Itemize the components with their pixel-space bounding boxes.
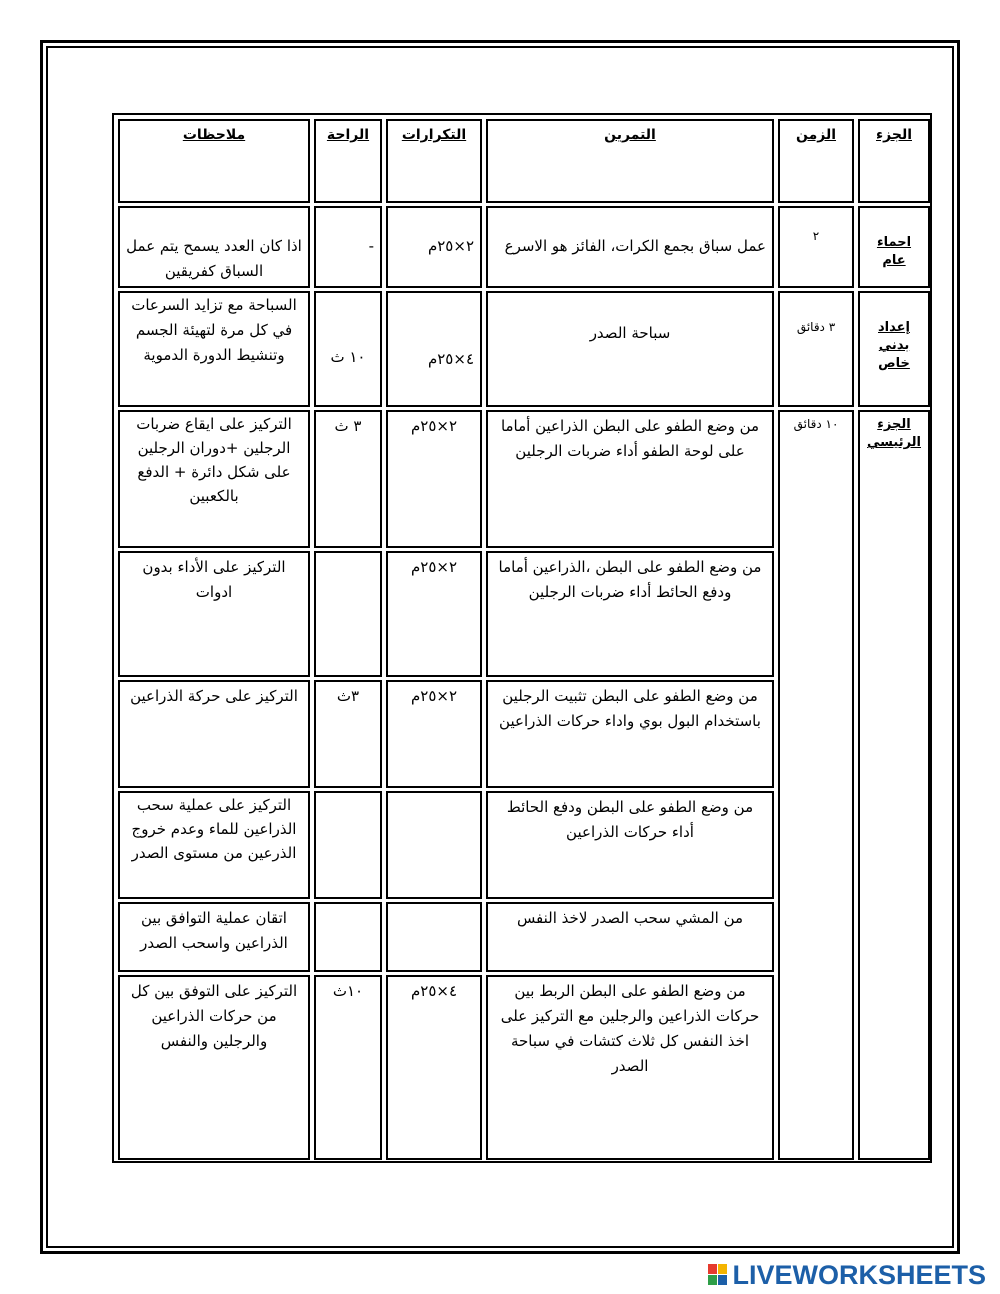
notes-cell: اذا كان العدد يسمح يتم عمل السباق كفريقين [118,206,310,288]
header-reps: التكرارات [386,119,482,203]
reps-cell: ٢×٢٥م [386,680,482,788]
rest-cell [314,551,382,677]
exercise-cell: من المشي سحب الصدر لاخذ النفس [486,902,774,972]
part-prep: إعداد بدني خاص [858,291,930,407]
notes-cell: التركيز على التوفق بين كل من حركات الذراعين والرجلين والنفس [118,975,310,1160]
time-prep: ٣ دقائق [778,291,854,407]
rest-cell [314,791,382,899]
header-exercise: التمرين [486,119,774,203]
rest-cell: - [314,206,382,288]
rest-cell: ٣ث [314,680,382,788]
reps-cell [386,791,482,899]
reps-cell: ٢×٢٥م [386,206,482,288]
reps-cell: ٢×٢٥م [386,551,482,677]
header-notes: ملاحظات [118,119,310,203]
exercise-cell: عمل سباق بجمع الكرات، الفائز هو الاسرع [486,206,774,288]
header-part: الجزء [858,119,930,203]
exercise-cell: من وضع الطفو على البطن تثبيت الرجلين باستخدام البول بوي واداء حركات الذراعين [486,680,774,788]
exercise-cell: سباحة الصدر [486,291,774,407]
exercise-cell: من وضع الطفو على البطن الربط بين حركات الذراعين والرجلين مع التركيز على اخذ النفس كل ثلاث كتشات في سباحة الصدر [486,975,774,1160]
notes-cell: اتقان عملية التوافق بين الذراعين واسحب الصدر [118,902,310,972]
lesson-table [112,113,932,1163]
reps-cell: ٤×٢٥م [386,975,482,1160]
header-time: الزمن [778,119,854,203]
rest-cell: ٣ ث [314,410,382,548]
part-warmup: احماء عام [858,206,930,288]
reps-cell: ٢×٢٥م [386,410,482,548]
time-warmup: ٢ [778,206,854,288]
header-rest: الراحة [314,119,382,203]
notes-cell: السباحة مع تزايد السرعات في كل مرة لتهيئة الجسم وتنشيط الدورة الدموية [118,291,310,407]
time-main: ١٠ دقائق [778,410,854,1160]
part-main: الجزء الرئيسي [858,410,930,1160]
exercise-cell: من وضع الطفو على البطن الذراعين أماما على لوحة الطفو أداء ضربات الرجلين [486,410,774,548]
notes-cell: التركيز على ايقاع ضربات الرجلين +دوران الرجلين على شكل دائرة + الدفع بالكعبين [118,410,310,548]
reps-cell: ٤×٢٥م [386,291,482,407]
notes-cell: التركيز على عملية سحب الذراعين للماء وعدم خروج الذرعين من مستوى الصدر [118,791,310,899]
liveworksheets-logo [708,1259,986,1290]
notes-cell: التركيز على حركة الذراعين [118,680,310,788]
notes-cell: التركيز على الأداء بدون ادوات [118,551,310,677]
rest-cell: ١٠ث [314,975,382,1160]
reps-cell [386,902,482,972]
rest-cell: ١٠ ث [314,291,382,407]
exercise-cell: من وضع الطفو على البطن ودفع الحائط أداء حركات الذراعين [486,791,774,899]
exercise-cell: من وضع الطفو على البطن ،الذراعين أماما ودفع الحائط أداء ضربات الرجلين [486,551,774,677]
liveworksheets-logo-icon [708,1264,728,1286]
liveworksheets-wordmark: LIVEWORKSHEETS [732,1259,986,1290]
rest-cell [314,902,382,972]
